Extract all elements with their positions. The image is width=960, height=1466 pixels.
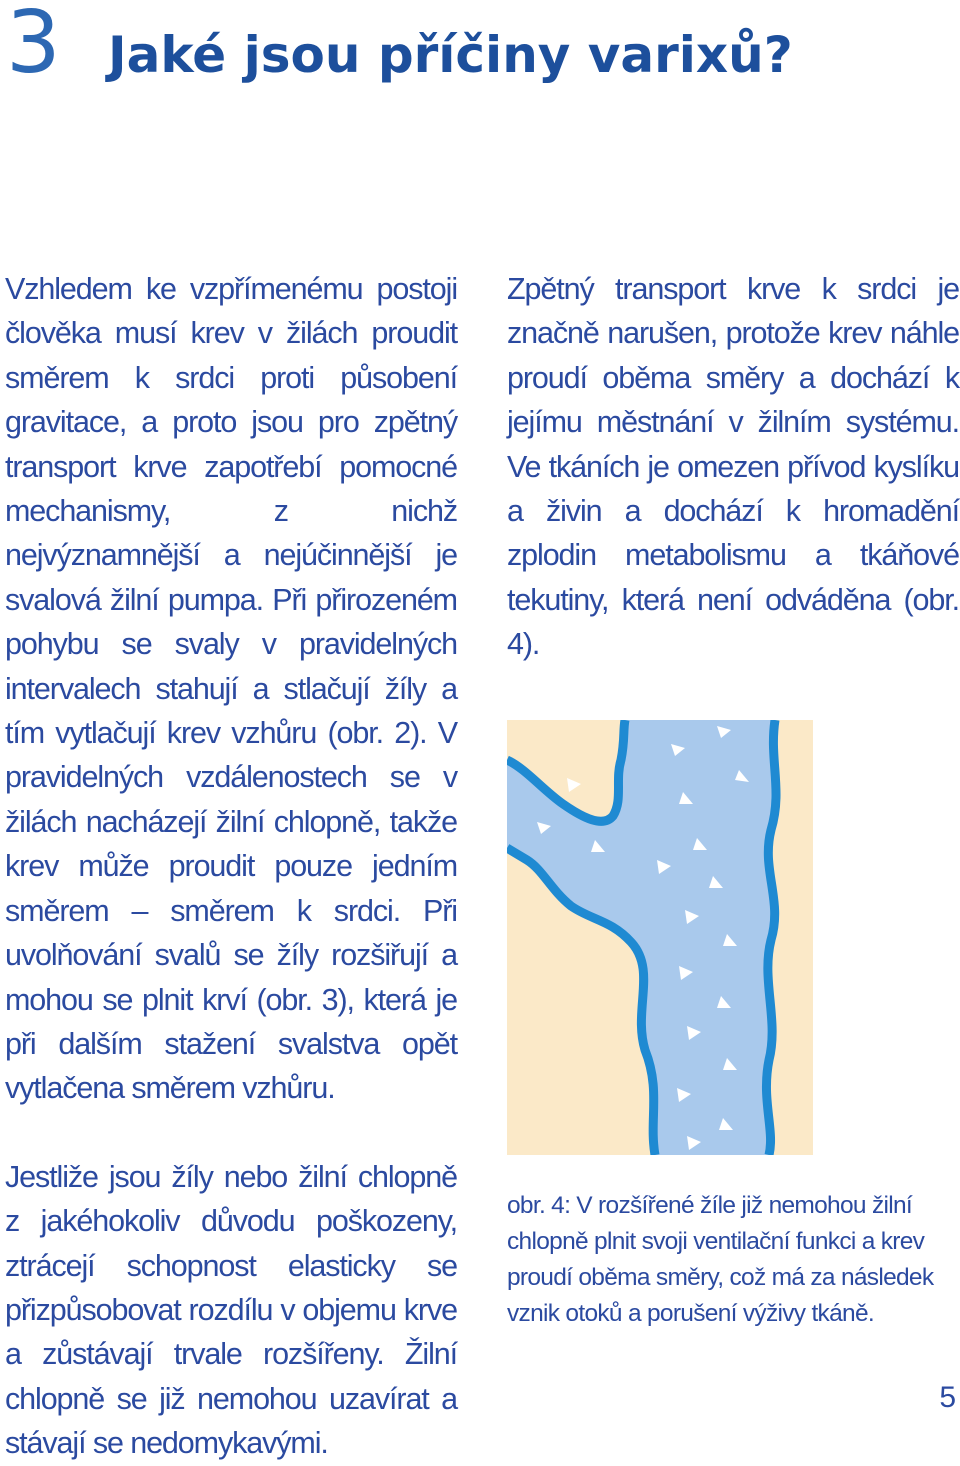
figure-caption [507, 1188, 937, 1332]
page-title: Jaké jsou příčiny varixů? [108, 26, 793, 84]
figure-caption-text: obr. 4: V rozšířené žíle již nemohou žilní chlopně plnit svoji ventilační funkci a krev proudí oběma směry, což má za následek vznik otoků a porušení výživy tkáně. [507, 1192, 934, 1327]
right-column [507, 267, 959, 667]
chapter-number: 3 [6, 0, 61, 93]
body-paragraph-1: Vzhledem ke vzpřímenému postoji člověka musí krev v žilách proudit směrem k srdci proti působení gravitace, a proto jsou pro zpětný transport krve zapotřebí pomocné mechanismy, z nichž nejvýznamnější a nejúčinnější je svalová žilní pumpa. Při přirozeném pohybu se svaly v pravidelných intervalech stahují a stlačují žíly a tím vytlačují krev vzhůru (obr. 2). V pravidelných vzdálenostech se v žilách nacházejí žilní chlopně, takže krev může proudit pouze jedním směrem – směrem k srdci. Při uvolňování svalů se žíly rozšiřují a mohou se plnit krví (obr. 3), která je při dalším stažení svalstva opět vytlačena směrem vzhůru. [5, 272, 457, 1106]
varicose-vein-illustration [507, 720, 813, 1155]
body-paragraph-2: Jestliže jsou žíly nebo žilní chlopně z jakéhokoliv důvodu poškozeny, ztrácejí schopnost elasticky se přizpůsobovat rozdílu v objemu krve a zůstávají trvale rozšířeny. Žilní chlopně se již nemohou uzavírat a stávají se nedomykavými. [5, 1159, 457, 1461]
page-number: 5 [939, 1381, 956, 1414]
left-column [5, 267, 457, 1466]
body-paragraph-3: Zpětný transport krve k srdci je značně narušen, protože krev náhle proudí oběma směry a dochází k jejímu městnání v žilním systému. Ve tkáních je omezen přívod kyslíku a živin a dochází k hromadění zplodin metabolismu a tkáňové tekutiny, která není odváděna (obr. 4). [507, 272, 959, 662]
